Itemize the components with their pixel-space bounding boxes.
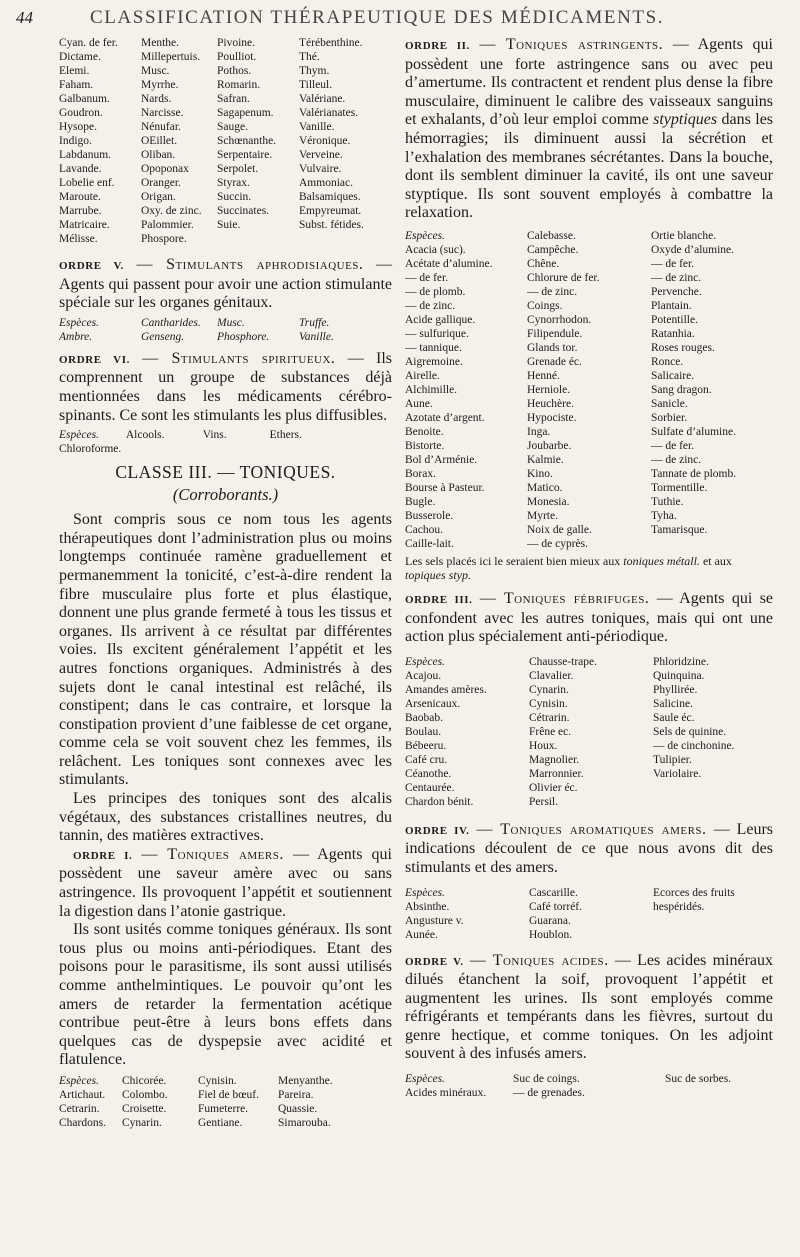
ordre-description: — Agents qui possèdent une saveur amère avec ou sans astringence. Ils provoquent l’appétit et soutiennent la digestion dans l’atonie gastrique. <box>59 845 393 920</box>
species-cell: Phyllirée. <box>653 683 698 696</box>
species-cell: Grenade éc. <box>527 355 582 368</box>
species-cell: Valérianates. <box>299 107 359 119</box>
species-cell: Borax. <box>405 467 436 480</box>
species-cell: Musc. <box>217 316 245 329</box>
species-cell: Cascarille. <box>529 886 578 899</box>
species-cell: Kalmie. <box>527 453 564 466</box>
species-cell: Ammoniac. <box>299 177 353 189</box>
species-cell: Succin. <box>217 191 252 203</box>
species-cell: Cétrarin. <box>529 711 570 724</box>
species-cell: Angusture v. <box>405 914 464 927</box>
species-cell: Oranger. <box>141 177 181 189</box>
species-cell: Quassie. <box>278 1102 318 1115</box>
species-cell: — de fer. <box>405 271 449 284</box>
species-cell: Suc de sorbes. <box>665 1073 732 1086</box>
ordre-label: ORDRE II. <box>405 40 470 52</box>
species-cell: Poulliot. <box>217 51 257 63</box>
species-cell: Vanille. <box>299 121 335 133</box>
paragraph-toniques-intro: Sont compris sous ce nom tous les agents thérapeutiques dont l’administration plus ou moins longtemps continuée ramène graduellement et permanemment la tonicité, c’est-à-dire rendent la fibre musculaire plus forte et plus élastique, donnent une plus grande fermeté à tous les tissus et organes. Ils arrivent à ce résultat par différentes voies. Ils excitent généralement l’appétit et les autres fonctions organiques. Administrés à des sujets dont le canal intestinal est relâché, ils constipent; dans le cas contraire, et lorsque la constipation provient d’une faiblesse de cet organe, comme cela se voit souvent chez les femmes, ils relâchent. Les toniques sont connexes avec les stimulants. <box>59 511 392 789</box>
species-cell: Ronce. <box>651 355 684 368</box>
page-number: 44 <box>16 8 33 27</box>
classe-subtitle: (Corroborants.) <box>172 485 279 505</box>
ordre-v-stimulants-aphrodisiaques <box>59 256 392 313</box>
species-cell: Frêne ec. <box>529 725 572 738</box>
species-cell: — sulfurique. <box>405 327 469 340</box>
species-cell: Ortie blanche. <box>651 229 717 242</box>
species-cell: Cynisin. <box>529 697 568 710</box>
ordre-title: — Toniques astringents. <box>479 36 664 53</box>
species-line-spiritueux <box>59 428 392 456</box>
species-cell: Romarin. <box>217 79 261 91</box>
ordre-title: — Toniques acides. <box>469 951 609 969</box>
species-cell: Chausse-trape. <box>529 655 598 668</box>
species-cell: Sagapenum. <box>217 107 274 119</box>
species-cell: Nénufar. <box>141 121 181 133</box>
species-cell: Acides minéraux. <box>405 1087 487 1100</box>
species-cell: Sulfate d’alumine. <box>651 425 736 438</box>
ordre-emphasis: styptiques <box>653 111 718 129</box>
species-cell: Croisette. <box>122 1102 167 1115</box>
species-cell: Palommier. <box>141 219 194 231</box>
species-cell: — de zinc. <box>651 271 702 284</box>
species-cell: Tamarisque. <box>651 523 708 536</box>
ordre-ii-toniques-astringents <box>405 36 773 223</box>
species-cell: Campêche. <box>527 243 579 256</box>
species-cell: Phospore. <box>141 233 187 245</box>
species-cell: Cantharides. <box>141 316 201 329</box>
species-cell: Espèces. <box>59 1074 99 1087</box>
species-cell: Café cru. <box>405 753 448 766</box>
species-cell: Mélisse. <box>59 233 98 245</box>
species-cell: Myrrhe. <box>141 79 179 91</box>
species-cell: Suc de coings. <box>513 1073 580 1086</box>
species-cell: — de grenades. <box>513 1087 585 1100</box>
species-cell: Artichaut. <box>59 1088 106 1101</box>
species-cell: Colombo. <box>122 1088 168 1101</box>
species-cell: Filipendule. <box>527 327 583 340</box>
species-cell: Hysope. <box>59 121 98 133</box>
species-cell: Chicorée. <box>122 1074 167 1087</box>
species-cell: Maroute. <box>59 191 101 203</box>
species-cell: Narcisse. <box>141 107 184 119</box>
ordre-label: ORDRE V. <box>59 260 124 272</box>
species-cell: Chardon bénit. <box>405 795 474 808</box>
species-cell <box>653 914 773 928</box>
species-cell: Opoponax <box>141 163 189 175</box>
note-text: Les sels placés ici le seraient bien mieux aux <box>405 553 621 568</box>
species-cell: Phloridzine. <box>653 655 709 668</box>
species-cell: Bugle. <box>405 495 436 508</box>
species-cell: — de zinc. <box>651 453 702 466</box>
species-cell: Truffe. <box>299 316 330 329</box>
species-cell: Magnolier. <box>529 753 580 766</box>
species-cell: Pareira. <box>278 1088 314 1101</box>
species-cell: Véronique. <box>299 135 351 147</box>
species-cell: Boulau. <box>405 725 442 738</box>
species-cell: — de plomb. <box>405 285 466 298</box>
species-cell: Schœnanthe. <box>217 135 277 147</box>
species-cell: Empyreumat. <box>299 205 362 217</box>
species-cell: Sels de quinine. <box>653 725 727 738</box>
species-cell: Tannate de plomb. <box>651 467 737 480</box>
species-cell: Monesia. <box>527 495 570 508</box>
species-cell: Ambre. <box>59 330 93 343</box>
species-cell: Espèces. <box>405 655 445 668</box>
species-cell: — de zinc. <box>527 285 578 298</box>
ordre-iii-toniques-febrifuges <box>405 590 773 647</box>
ordre-vi-stimulants-spiritueux <box>59 350 392 425</box>
species-cell: Oliban. <box>141 149 176 161</box>
species-cell: Cynorrhodon. <box>527 313 592 326</box>
species-cell: Thé. <box>299 51 320 63</box>
left-column <box>59 36 392 1130</box>
species-cell: Roses rouges. <box>651 341 715 354</box>
species-cell: Phosphore. <box>217 330 270 343</box>
species-cell: Fiel de bœuf. <box>198 1088 260 1101</box>
species-cell: Céanothe. <box>405 767 452 780</box>
ordre-iv-toniques-aromatiques <box>405 821 773 878</box>
species-table-aromatic <box>59 36 392 246</box>
ordre-description: — Agents qui possèdent une forte astringence sans ou avec peu d’amertume. Ils contractent et rendent plus dense la fibre musculaire, diminuent le calibre des vaisseaux sanguins et exhalants, d’où leur emploi comme <box>405 36 773 129</box>
species-cell: Tyha. <box>651 509 677 522</box>
species-cell: Heuchère. <box>527 397 574 410</box>
species-cell: Matico. <box>527 481 563 494</box>
species-cell: Busserole. <box>405 509 454 522</box>
species-cell <box>665 1086 773 1100</box>
ordre-description: — Ils comprennent un groupe de substances déjà mentionnées dans les médicaments cérébro-spinants. Ce sont les stimulants les plus diffusibles. <box>59 349 393 424</box>
species-cell <box>653 781 773 795</box>
species-cell: Espèces. <box>405 886 445 899</box>
ordre-title: — Toniques aromatiques amers. <box>476 820 707 838</box>
species-cell: Valériane. <box>299 93 346 105</box>
species-table-astringents <box>405 229 773 551</box>
species-cell: Quinquina. <box>653 669 705 682</box>
species-cell: — de fer. <box>651 257 695 270</box>
species-cell: Safran. <box>217 93 250 105</box>
species-cell: Potentille. <box>651 313 698 326</box>
species-cell: Tilleul. <box>299 79 333 91</box>
species-cell: Glands tor. <box>527 341 578 354</box>
species-cell: Thym. <box>299 65 330 77</box>
species-cell: Azotate d’argent. <box>405 411 485 424</box>
ordre-label: ORDRE V. <box>405 955 464 968</box>
species-cell: Café torréf. <box>529 900 582 913</box>
species-cell: — de zinc. <box>405 299 456 312</box>
running-title: CLASSIFICATION THÉRAPEUTIQUE DES MÉDICAMENTS. <box>90 7 665 28</box>
species-cell: Aunée. <box>405 928 438 941</box>
species-cell: Pervenche. <box>651 285 702 298</box>
species-cell <box>217 232 299 246</box>
species-cell: Elemi. <box>59 65 90 77</box>
species-cell: Simarouba. <box>278 1116 331 1129</box>
species-table-amers <box>59 1074 392 1130</box>
species-cell: OEillet. <box>141 135 178 147</box>
right-column <box>405 36 773 1100</box>
species-cell: Succinates. <box>217 205 270 217</box>
species-cell: Bébeeru. <box>405 739 447 752</box>
species-cell: Acétate d’alumine. <box>405 257 493 270</box>
ordre-label: ORDRE I. <box>73 849 133 862</box>
species-cell: Vanille. <box>299 330 334 343</box>
species-cell: Serpolet. <box>217 163 259 175</box>
species-cell: Verveine. <box>299 149 343 161</box>
species-cell: — de cyprès. <box>527 537 588 550</box>
species-cell: Myrte. <box>527 509 558 522</box>
species-cell: Alcools. <box>125 429 165 442</box>
species-cell: Goudron. <box>59 107 103 119</box>
classe-heading: CLASSE III. — TONIQUES. <box>115 462 336 483</box>
ordre-title: — Stimulants aphrodisiaques. <box>136 256 364 273</box>
note-text: et aux <box>702 553 732 568</box>
species-cell: Coings. <box>527 299 563 312</box>
species-cell: Genseng. <box>141 330 185 343</box>
species-cell: Acacia (suc). <box>405 243 466 256</box>
species-cell: Aune. <box>405 397 433 410</box>
species-cell: Bol d’Arménie. <box>405 453 478 466</box>
species-cell: Cynarin. <box>122 1116 162 1129</box>
species-cell: Dictame. <box>59 51 101 63</box>
species-cell: Aigremoine. <box>405 355 463 368</box>
species-cell: hespéridés. <box>653 900 705 913</box>
species-cell: Ecorces des fruits <box>653 886 735 899</box>
species-cell: Absinthe. <box>405 900 450 913</box>
species-cell: Oxyde d’alumine. <box>651 243 735 256</box>
note-emphasis: topiques styp. <box>405 567 471 582</box>
species-cell <box>651 537 773 551</box>
species-cell: Pothos. <box>217 65 252 77</box>
species-cell: Millepertuis. <box>141 51 201 63</box>
species-cell: Espèces. <box>59 316 99 329</box>
species-cell: Alchimille. <box>405 383 458 396</box>
species-cell: Labdanum. <box>59 149 112 161</box>
species-cell: Salicaire. <box>651 369 695 382</box>
species-cell: Ethers. <box>269 429 302 442</box>
species-table-aphrodisiaques <box>59 316 392 344</box>
species-cell: Galbanum. <box>59 93 110 105</box>
species-cell: Calebasse. <box>527 229 576 242</box>
species-cell: Salicine. <box>653 697 693 710</box>
species-cell: Houblon. <box>529 928 573 941</box>
species-cell: Caille-lait. <box>405 537 454 550</box>
species-cell: Sanicle. <box>651 397 688 410</box>
species-cell: Bistorte. <box>405 439 445 452</box>
species-cell: Origan. <box>141 191 176 203</box>
ordre-v-toniques-acides <box>405 952 773 1065</box>
note-emphasis: toniques métall. <box>623 553 700 568</box>
species-cell: — tannique. <box>405 341 462 354</box>
species-cell: Menyanthe. <box>278 1074 333 1087</box>
species-cell: Variolaire. <box>653 767 702 780</box>
species-cell: Henné. <box>527 369 560 382</box>
species-cell: Houx. <box>529 739 558 752</box>
species-cell: Marronnier. <box>529 767 584 780</box>
species-cell: Indigo. <box>59 135 92 147</box>
ordre-description-cont: dans les hémorragies; ils diminuent aussi la sécrétion et l’exhalation des membranes sécrétantes. Dans la bouche, dont ils semblent diminuer la cavité, ils ont une saveur styptique. Ils sont souvent employés à combattre la relaxation. <box>405 111 774 222</box>
ordre-title: — Toniques fébrifuges. <box>479 589 650 607</box>
species-cell: Sang dragon. <box>651 383 712 396</box>
ordre-description: — Agents qui se confondent avec les autres toniques, mais qui ont une action plus spécialement anti-périodique. <box>405 589 774 646</box>
species-cell: Acajou. <box>405 669 442 682</box>
species-cell: Fumeterre. <box>198 1102 249 1115</box>
species-cell: Amandes amères. <box>405 683 487 696</box>
species-cell: Subst. fétides. <box>299 219 364 231</box>
species-cell: Sauge. <box>217 121 248 133</box>
species-cell: Chêne. <box>527 257 560 270</box>
species-cell: Lavande. <box>59 163 102 175</box>
species-cell: Lobelie enf. <box>59 177 115 189</box>
species-cell: Espèces. <box>405 229 445 242</box>
ordre-label: ORDRE IV. <box>405 824 470 837</box>
species-cell: Plantain. <box>651 299 692 312</box>
species-cell: Espèces. <box>405 1073 445 1086</box>
species-cell: Herniole. <box>527 383 571 396</box>
species-cell: Cachou. <box>405 523 444 536</box>
species-cell: Vins. <box>202 429 227 442</box>
species-cell: Pivoine. <box>217 37 256 49</box>
species-cell: Chardons. <box>59 1116 106 1129</box>
species-cell: Acide gallique. <box>405 313 476 326</box>
ordre-label: ORDRE III. <box>405 593 473 606</box>
species-cell: Espèces. <box>59 429 99 442</box>
species-cell: Oxy. de zinc. <box>141 205 202 217</box>
species-cell: Cetrarin. <box>59 1102 100 1115</box>
species-table-acides <box>405 1072 773 1100</box>
species-cell: Tulipier. <box>653 753 692 766</box>
species-cell: Marrube. <box>59 205 102 217</box>
species-cell: Kino. <box>527 467 553 480</box>
page-header <box>0 4 800 30</box>
species-cell: Faham. <box>59 79 94 91</box>
species-cell: Olivier éc. <box>529 781 578 794</box>
species-cell: Cynisin. <box>198 1074 237 1087</box>
species-cell: Menthe. <box>141 37 180 49</box>
species-cell: Vulvaire. <box>299 163 342 175</box>
species-cell: — de fer. <box>651 439 695 452</box>
species-cell: Musc. <box>141 65 170 77</box>
species-cell <box>653 795 773 809</box>
species-cell: Suie. <box>217 219 241 231</box>
species-cell: Noix de galle. <box>527 523 592 536</box>
species-table-aromatiques <box>405 886 773 942</box>
species-cell: Styrax. <box>217 177 250 189</box>
species-table-febrifuges <box>405 655 773 809</box>
ordre-label: ORDRE VI. <box>59 353 130 366</box>
species-cell: Balsamiques. <box>299 191 361 203</box>
species-cell: Inga. <box>527 425 551 438</box>
ordre-description: — Les acides minéraux dilués étanchent la soif, provoquent l’appétit et augmentent les urines. Ils sont employés comme réfrigérants et tempérants dans les fièvres, surtout du genre hectique, et comme toniques. On les adjoint souvent à des infusés amers. <box>405 951 774 1063</box>
species-cell: — de cinchonine. <box>653 739 735 752</box>
species-cell: Nards. <box>141 93 172 105</box>
ordre-title: — Stimulants spiritueux. <box>142 349 336 367</box>
ordre-description: — Leurs indications découlent de ce que nous avons dit des stimulants et des amers. <box>405 820 774 876</box>
species-cell: Hypociste. <box>527 411 577 424</box>
species-cell: Térébenthine. <box>299 37 363 49</box>
species-cell: Sorbier. <box>651 411 688 424</box>
paragraph-amers-usage: Ils sont usités comme toniques généraux. Ils sont tous plus ou moins anti-périodiques. Etant des poisons pour le parasitisme, ils sont aussi utilisés comme anthelmintiques. Le pouvoir qu’ont les amers de retarder la fermentation acétique contribue peut-être à leurs bons effets dans quelques cas de dyspepsie avec acidité et flatulence. <box>59 921 392 1069</box>
species-cell: Guarana. <box>529 914 571 927</box>
species-cell: Benoite. <box>405 425 444 438</box>
species-cell: Cyan. de fer. <box>59 37 118 49</box>
species-cell: Airelle. <box>405 369 440 382</box>
species-cell: Gentiane. <box>198 1116 243 1129</box>
ordre-description: — Agents qui passent pour avoir une action stimulante spéciale sur les organes génitaux. <box>59 256 393 312</box>
species-cell: Saule éc. <box>653 711 695 724</box>
species-cell: Matricaire. <box>59 219 110 231</box>
note-sels <box>405 554 773 582</box>
species-cell: Joubarbe. <box>527 439 572 452</box>
species-cell: Serpentaire. <box>217 149 273 161</box>
species-cell: Clavalier. <box>529 669 574 682</box>
species-cell: Ratanhia. <box>651 327 695 340</box>
species-cell: Chlorure de fer. <box>527 271 600 284</box>
species-cell <box>299 232 392 246</box>
ordre-title: — Toniques amers. <box>141 845 284 863</box>
species-cell: Tuthie. <box>651 495 684 508</box>
species-cell: Baobab. <box>405 711 444 724</box>
species-cell: Bourse à Pasteur. <box>405 481 485 494</box>
species-cell: Tormentille. <box>651 481 708 494</box>
ordre-i-toniques-amers <box>59 846 392 921</box>
species-cell: Chloroforme. <box>59 443 122 456</box>
species-cell: Centaurée. <box>405 781 455 794</box>
species-cell: Arsenicaux. <box>405 697 461 710</box>
species-cell <box>653 928 773 942</box>
species-cell: Cynarin. <box>529 683 569 696</box>
paragraph-toniques-principes: Les principes des toniques sont des alcalis végétaux, des substances cristallines neutres, du tannin, des matières extractives. <box>59 790 392 845</box>
species-cell: Persil. <box>529 795 559 808</box>
